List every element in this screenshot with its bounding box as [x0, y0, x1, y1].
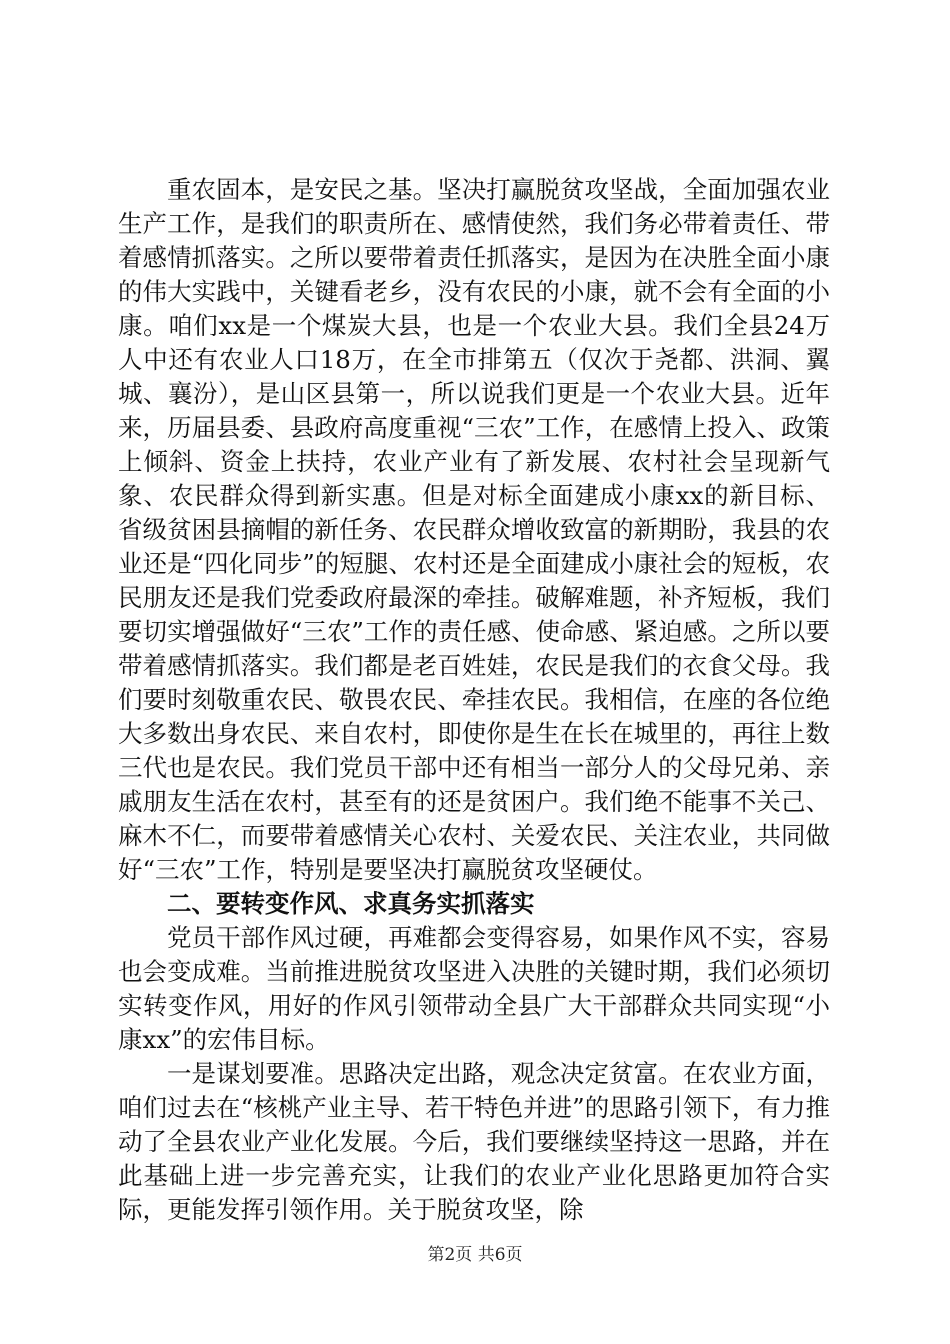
body-paragraph-3: 一是谋划要准。思路决定出路，观念决定贫富。在农业方面，咱们过去在“核桃产业主导、若干特色并进”的思路引领下，有力推动了全县农业产业化发展。今后，我们要继续坚持这一思路，并在此基础上进一步完善充实，让我们的农业产业化思路更加符合实际，更能发挥引领作用。关于脱贫攻坚，除 — [118, 1059, 830, 1224]
body-paragraph-1: 重农固本，是安民之基。坚决打赢脱贫攻坚战，全面加强农业生产工作，是我们的职责所在、感情使然，我们务必带着责任、带着感情抓落实。之所以要带着责任抓落实，是因为在决胜全面小康的伟大实践中，关键看老乡，没有农民的小康，就不会有全面的小康。咱们xx是一个煤炭大县，也是一个农业大县。我们全县24万人中还有农业人口18万，在全市排第五（仅次于尧都、洪洞、翼城、襄汾），是山区县第一，所以说我们更是一个农业大县。近年来，历届县委、县政府高度重视“三农”工作，在感情上投入、政策上倾斜、资金上扶持，农业产业有了新发展、农村社会呈现新气象、农民群众得到新实惠。但是对标全面建成小康xx的新目标、省级贫困县摘帽的新任务、农民群众增收致富的新期盼，我县的农业还是“四化同步”的短腿、农村还是全面建成小康社会的短板，农民朋友还是我们党委政府最深的牵挂。破解难题，补齐短板，我们要切实增强做好“三农”工作的责任感、使命感、紧迫感。之所以要带着感情抓落实。我们都是老百姓娃，农民是我们的衣食父母。我们要时刻敬重农民、敬畏农民、牵挂农民。我相信，在座的各位绝大多数出身农民、来自农村，即使你是生在长在城里的，再往上数三代也是农民。我们党员干部中还有相当一部分人的父母兄弟、亲戚朋友生活在农村，甚至有的还是贫困户。我们绝不能事不关己、麻木不仁，而要带着感情关心农村、关爱农民、关注农业，共同做好“三农”工作，特别是要坚决打赢脱贫攻坚硬仗。 — [118, 175, 830, 884]
body-paragraph-2: 党员干部作风过硬，再难都会变得容易，如果作风不实，容易也会变成难。当前推进脱贫攻坚进入决胜的关键时期，我们必须切实转变作风，用好的作风引领带动全县广大干部群众共同实现“小康xx”的宏伟目标。 — [118, 923, 830, 1054]
page-footer: 第2页 共6页 — [427, 1245, 523, 1265]
section-heading: 二、要转变作风、求真务实抓落实 — [167, 889, 535, 918]
document-body — [118, 173, 830, 1227]
